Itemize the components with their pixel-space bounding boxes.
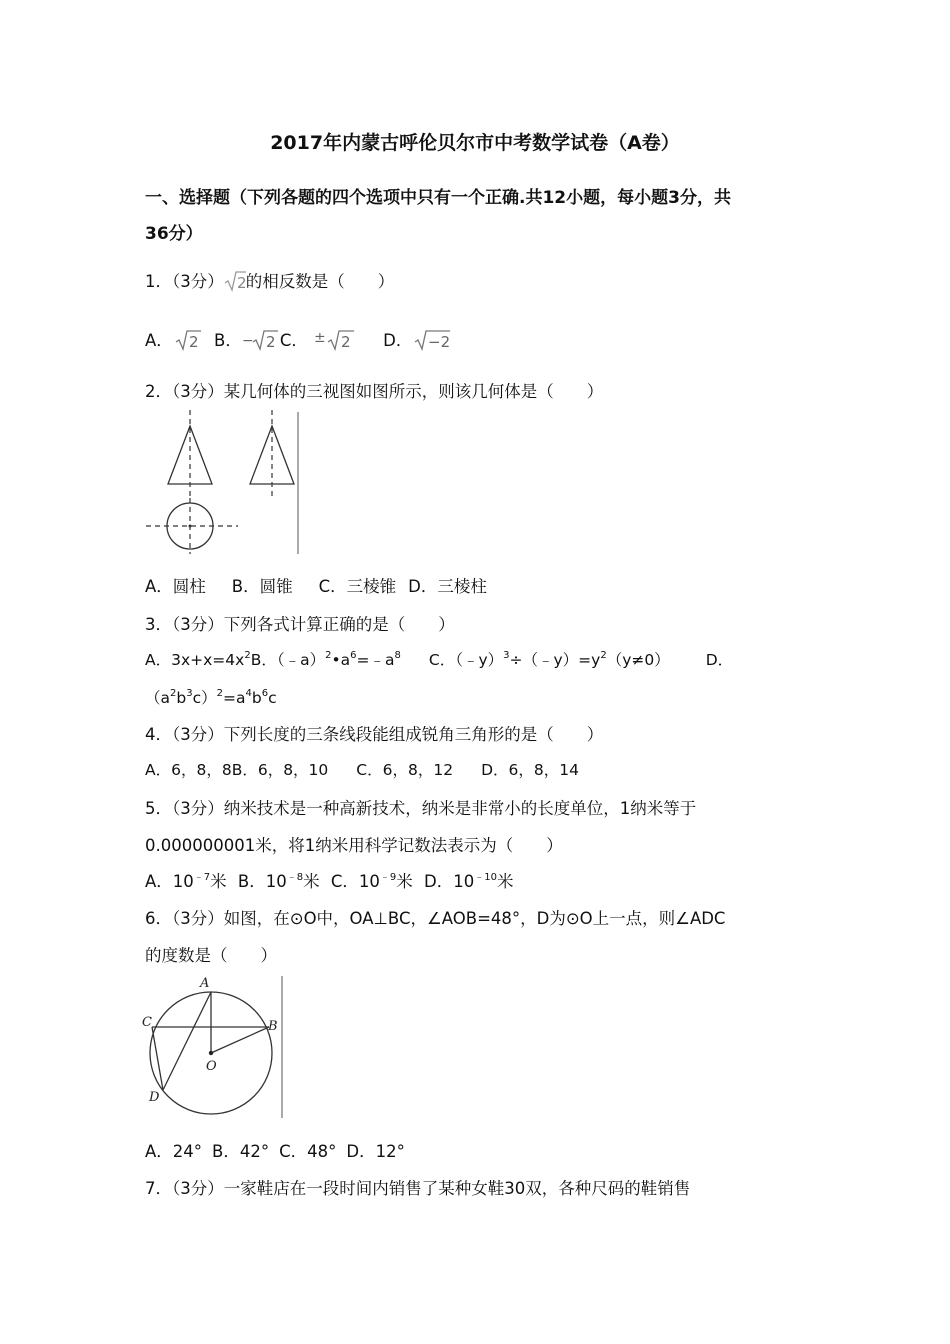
page-title: 2017年内蒙古呼伦贝尔市中考数学试卷（A卷） — [270, 132, 680, 154]
svg-text:±: ± — [313, 329, 326, 346]
sqrt-symbol — [224, 270, 246, 296]
q1-option-d-label: D． — [383, 331, 413, 350]
label-d: D — [149, 1090, 160, 1105]
q3-option-d-label: D． — [705, 651, 734, 669]
question-1-options — [145, 327, 452, 356]
question-5-line2: 0.000000001米，将1纳米用科学记数法表示为（ ） — [145, 836, 563, 855]
q1-option-a-label: A． — [145, 331, 173, 350]
question-3-option-d: $(a^2b^3c)^2=a^4b^6c$ — [145, 688, 277, 707]
label-o: O — [206, 1059, 217, 1074]
top-view-center — [189, 525, 192, 528]
question-3-stem: 3．（3分）下列各式计算正确的是（ ） — [145, 615, 455, 634]
question-4-stem: 4．（3分）下列长度的三条线段能组成锐角三角形的是（ ） — [145, 725, 604, 744]
circle-geometry-diagram — [138, 972, 288, 1120]
q1-option-c-sqrt — [314, 328, 358, 356]
q4-option-c: C．6，8，12 — [356, 761, 454, 779]
q6-option-d: D．12° — [346, 1142, 405, 1161]
svg-text:−2: −2 — [428, 332, 451, 351]
q1-option-c-label: C． — [279, 331, 308, 350]
q4-option-d: D．6，8，14 — [481, 761, 579, 779]
q1-option-d-sqrt — [412, 328, 452, 356]
q5-option-a: A．$10^{﹣7}$米 — [145, 872, 227, 891]
q4-option-a: A．6，8，8 — [145, 761, 232, 779]
q2-option-c: C．三棱锥 — [318, 577, 397, 596]
q2-option-d: D．三棱柱 — [408, 577, 487, 596]
q1-prefix: 1．（3分） — [145, 272, 224, 291]
svg-text:2: 2 — [340, 332, 351, 351]
q1-option-b-sqrt — [242, 328, 280, 356]
question-6-line1: 6．（3分）如图，在⊙O中，OA⊥BC，∠AOB=48°，D为⊙O上一点，则∠ADC — [145, 909, 726, 928]
question-5-line1: 5．（3分）纳米技术是一种高新技术，纳米是非常小的长度单位，1纳米等于 — [145, 799, 697, 818]
q4-option-b: B．6，8，10 — [231, 761, 329, 779]
question-7-line1: 7．（3分）一家鞋店在一段时间内销售了某种女鞋30双，各种尺码的鞋销售 — [145, 1179, 691, 1198]
q5-option-d: D．$10^{﹣10}$米 — [424, 872, 514, 891]
q2-option-a: A．圆柱 — [145, 577, 206, 596]
section-heading-line1: 一、选择题（下列各题的四个选项中只有一个正确.共12小题，每小题3分，共 — [145, 188, 731, 208]
q6-option-c: C．48° — [279, 1142, 337, 1161]
q3-option-c: C．$(﹣y)^3\div(﹣y)=y^2(y\ne 0)$ — [428, 650, 670, 669]
q2-option-b: B．圆锥 — [231, 577, 293, 596]
section-heading-line2: 36分） — [145, 224, 203, 244]
question-4-options — [145, 758, 579, 780]
question-2-stem: 2．（3分）某几何体的三视图如图所示，则该几何体是（ ） — [145, 382, 604, 401]
q3-option-b: B．$(﹣a)^2•a^6=﹣a^8$ — [250, 650, 401, 669]
q1-option-a-sqrt — [173, 328, 203, 356]
segment-ad — [163, 992, 211, 1090]
label-c: C — [142, 1015, 152, 1030]
question-5-options — [145, 868, 513, 892]
q1-suffix: 的相反数是（ ） — [245, 272, 395, 291]
q6-option-b: B．42° — [212, 1142, 270, 1161]
svg-text:2: 2 — [236, 273, 246, 292]
question-3-options — [145, 648, 733, 670]
three-view-diagram — [140, 408, 310, 560]
q5-option-c: C．$10^{﹣9}$米 — [330, 872, 413, 891]
label-b: B — [268, 1019, 278, 1034]
q6-option-a: A．24° — [145, 1142, 203, 1161]
q1-option-b-label: B． — [214, 331, 242, 350]
question-6-line2: 的度数是（ ） — [145, 946, 277, 965]
q3-option-a: A．$3x+x=4x^2$ — [145, 650, 251, 669]
label-a: A — [200, 976, 210, 991]
svg-text:2: 2 — [188, 332, 199, 351]
svg-text:−: − — [241, 332, 254, 349]
question-1-stem — [145, 268, 394, 296]
svg-text:2: 2 — [265, 332, 276, 351]
question-6-options — [145, 1138, 405, 1162]
q5-option-b: B．$10^{﹣8}$米 — [237, 872, 320, 891]
segment-ob — [211, 1027, 269, 1053]
center-point — [209, 1051, 213, 1055]
question-2-options — [145, 573, 487, 597]
segment-cd — [152, 1027, 163, 1090]
